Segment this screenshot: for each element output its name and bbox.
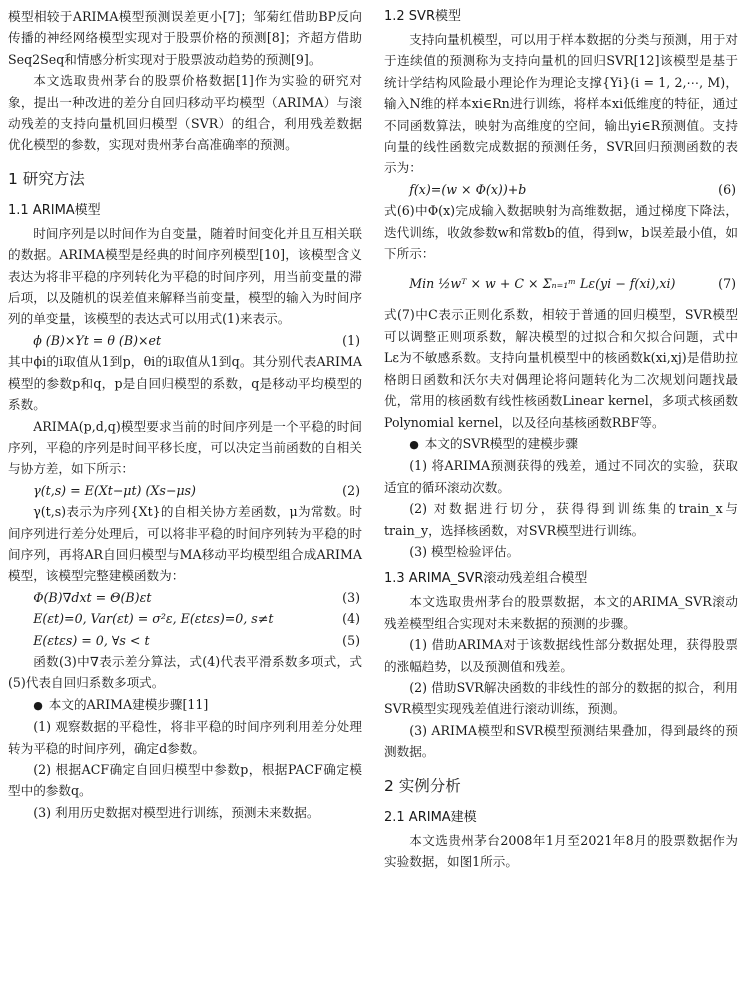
intro-paragraph-2: 本文选取贵州茅台的股票价格数据[1]作为实验的研究对象，提出一种改进的差分自回归移动平均模型（ARIMA）与滚动残差的支持向量机回归模型（SVR）的组合，利用残差数据优化模型的参数，实现对贵州茅台高准确率的预测。: [8, 73, 362, 153]
svr-step-2: (2) 对数据进行切分，获得得到训练集的train_x与train_y，选择核函数，对SVR模型进行训练。: [384, 501, 738, 538]
svr-step-3: (3) 模型检验评估。: [409, 543, 520, 559]
arima-paragraph-1: 时间序列是以时间作为自变量，随着时间变化并且互相关联的数据。ARIMA模型是经典的时间序列模型[10]，该模型含义表达为将非平稳的序列转化为平稳的时间序列，用当前变量的滞后项，以及随机的误差值来解释当前变量，模型的输入为时间序列的单变量，该模型的表达式可以用式(1)来表示。: [8, 225, 362, 327]
equation-3: [8, 587, 362, 608]
arima-paragraph-3: ARIMA(p,d,q)模型要求当前的时间序列是一个平稳的时间序列，平稳的序列是时间平移长度，可以决定当前函数的自相关与协方差，如下所示：: [8, 418, 362, 477]
equation-2: [8, 480, 362, 501]
bullet-dot-icon: ●: [409, 437, 419, 451]
section-2-1-heading: 2.1 ARIMA建模: [384, 809, 477, 825]
arima-step-2: (2) 根据ACF确定自回归模型中参数p，根据PACF确定模型中的参数q。: [8, 762, 362, 799]
combo-step-3: (3) ARIMA模型和SVR模型预测结果叠加，得到最终的预测数据。: [384, 722, 738, 760]
svr-paragraph-2: 式(6)中Φ(x)完成输入数据映射为高维数据，通过梯度下降法，迭代训练，收敛参数w和常数b的值，得到w，b误差最小值，如下所示：: [384, 203, 738, 262]
section-2-heading: 2 实例分析: [384, 776, 461, 795]
equation-3-number: (3): [342, 589, 360, 605]
svr-steps-title: 本文的SVR模型的建模步骤: [424, 435, 578, 451]
section-1-2-heading: 1.2 SVR模型: [384, 9, 461, 24]
equation-3-formula: Φ(B)∇dxt = Θ(B)εt: [33, 589, 152, 605]
combo-step-1: (1) 借助ARIMA对于该数据线性部分数据处理，获得股票的涨幅趋势，以及预测值和残差。: [384, 637, 738, 674]
arima-paragraph-5: 函数(3)中∇表示差分算法，式(4)代表平滑系数多项式，式(5)代表自回归系数多项式。: [8, 653, 362, 691]
equation-4-number: (4): [342, 611, 360, 627]
section-1-1-heading: 1.1 ARIMA模型: [8, 202, 101, 218]
svr-step-1: (1) 将ARIMA预测获得的残差，通过不同次的实验，获取适宜的循环滚动次数。: [384, 458, 738, 495]
svr-steps-bullet: [384, 433, 738, 455]
equation-5-formula: E(εtεs) = 0, ∀s < t: [33, 632, 150, 648]
svr-paragraph-1: 支持向量机模型，可以用于样本数据的分类与预测，用于对于连续值的预测称为支持向量机的回归SVR[12]该模型是基于统计学结构风险最小理论作为理论支撑{Yi}(i = 1, 2,⋯, M)，输入N维的样本xi∈Rn进行训练，将样本xi低维度的特征，通过不同函数算法，映射为高维度的空间，输出yi∈R预测值。支持向量的线性函数完成数据的预测任务，SVR回归预测函数的表示为：: [384, 32, 738, 176]
case-paragraph-1: 本文选贵州茅台2008年1月至2021年8月的股票数据作为实验数据，如图1所示。: [384, 832, 738, 869]
equation-7-number: (7): [718, 276, 736, 292]
equation-1: [8, 330, 362, 351]
arima-steps-bullet: [8, 694, 362, 716]
equation-6-number: (6): [718, 181, 736, 197]
equation-5-number: (5): [342, 632, 360, 648]
equation-6-formula: f(x)=(w × Φ(x))+b: [409, 181, 527, 197]
equation-4: [8, 608, 362, 629]
equation-4-formula: E(εt)=0, Var(εt) = σ²ε, E(εtεs)=0, s≠t: [33, 611, 274, 627]
arima-step-1: (1) 观察数据的平稳性，将非平稳的时间序列利用差分处理转为平稳的时间序列，确定d参数。: [8, 719, 362, 756]
section-1-heading: 1 研究方法: [8, 169, 85, 188]
arima-steps-title: 本文的ARIMA建模步骤[11]: [48, 696, 209, 712]
equation-1-formula: ϕ (B)×Yt = θ (B)×et: [33, 332, 162, 348]
equation-7-formula: Min ½wᵀ × w + C × Σₙ₌₁ᵐ Lε(yi − f(xi),xi): [409, 276, 676, 292]
combo-step-2: (2) 借助SVR解决函数的非线性的部分的数据的拟合，利用SVR模型实现残差值进行滚动训练，预测。: [384, 679, 738, 717]
arima-paragraph-2: 其中ϕi的i取值从1到p，θi的i取值从1到q。其分别代表ARIMA模型的参数p和q，p是自回归模型的系数，q是移动平均模型的系数。: [8, 354, 362, 413]
intro-paragraph-1: 模型相较于ARIMA模型预测误差更小[7]；邹菊红借助BP反向传播的神经网络模型实现对于股票价格的预测[8]；齐超方借助Seq2Seq和情感分析实现对于股票波动趋势的预测[9]。: [8, 9, 362, 67]
arima-step-3: (3) 利用历史数据对模型进行训练，预测未来数据。: [33, 804, 320, 820]
left-column: [8, 6, 362, 823]
arima-paragraph-4: γ(t,s)表示为序列{Xt}的自相关协方差函数，μ为常数。时间序列进行差分处理后，可以将非平稳的时间序列转为平稳的时间序列，再将AR自回归模型与MA移动平均模型组合成ARIMA模型，该模型完整建模函数为：: [8, 504, 362, 584]
right-column: [384, 6, 738, 872]
section-1-3-heading: 1.3 ARIMA_SVR滚动残差组合模型: [384, 571, 588, 587]
equation-7: [384, 264, 738, 304]
equation-2-number: (2): [342, 482, 360, 498]
svr-paragraph-3: 式(7)中C表示正则化系数，相较于普通的回归模型，SVR模型可以调整正则项系数，解决模型的过拟合和欠拟合问题，式中Lε为不敏感系数。支持向量机模型中的核函数k(xi,xj)是借助拉格朗日函数和沃尔夫对偶理论将问题转化为二次规划问题找最优，常用的核函数有线性核函数Linear kernel，多项式核函数Polynomial kernel，以及径向基核函数RBF等。: [384, 307, 738, 430]
equation-5: [8, 630, 362, 651]
equation-2-formula: γ(t,s) = E(Xt−μt) (Xs−μs): [33, 482, 196, 498]
equation-6: [384, 179, 738, 200]
equation-1-number: (1): [342, 332, 360, 348]
bullet-dot-icon: ●: [33, 698, 43, 712]
combo-paragraph-1: 本文选取贵州茅台的股票数据，本文的ARIMA_SVR滚动残差模型组合实现对未来数据的预测的步骤。: [384, 594, 738, 631]
